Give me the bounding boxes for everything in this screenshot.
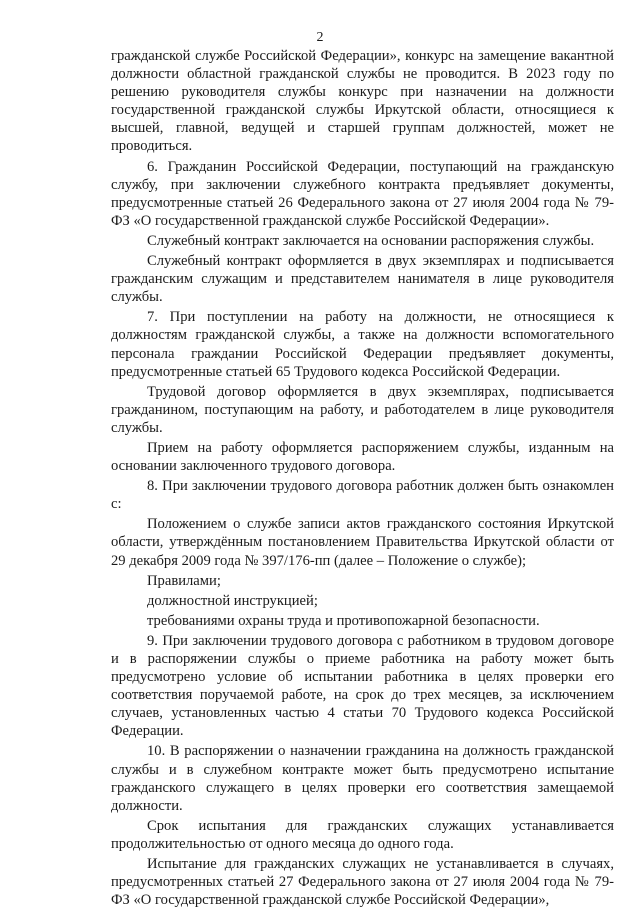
paragraph-contract-basis: Служебный контракт заключается на основании распоряжения службы. (147, 232, 595, 249)
paragraph-probation-term: Срок испытания для гражданских служащих устанавливается продолжительностью от одного месяца до одного года. (111, 817, 614, 852)
list-item-safety-requirements: требованиями охраны труда и противопожарной безопасности. (147, 612, 540, 629)
paragraph-item-9: 9. При заключении трудового договора с работником в трудовом договоре и в распоряжении службы о приеме работника на работу может быть предусмотрено условие об испытании работника в целях проверки его соответствия поручаемой работе, на срок до трех месяцев, за исключением случаев, установленных частью 4 статьи 70 Трудового кодекса Российской Федерации. (111, 632, 614, 740)
list-item-job-instruction: должностной инструкцией; (147, 592, 318, 609)
page-number: 2 (316, 30, 324, 45)
paragraph-item-8: 8. При заключении трудового договора работник должен быть ознакомлен с: (111, 478, 614, 513)
paragraph-item-7: 7. При поступлении на работу на должности, не относящиеся к должностям гражданской службы, а также на должности вспомогательного персонала граждании Российской Федерации предъявляет документы, предусмотренные статьей 65 Трудового кодекса Российской Федерации. (111, 309, 614, 380)
paragraph-continuation: гражданской службе Российской Федерации», конкурс на замещение вакантной должности областной гражданской службы не проводится. В 2023 году по решению руководителя службы конкурс при назначении на должности государственной гражданской службы Иркутской области, относящиеся к высшей, главной, ведущей и старшей группам должностей, может не проводиться. (111, 48, 614, 155)
paragraph-hiring-order: Прием на работу оформляется распоряжением службы, изданным на основании заключенного трудового договора. (111, 439, 614, 475)
paragraph-regulation: Положением о службе записи актов гражданского состояния Иркутской области, утверждённым постановлением Правительства Иркутской области от 29 декабря 2009 года № 397/176-пп (далее – Положение о службе); (111, 516, 614, 569)
list-item-rules: Правилами; (147, 572, 221, 589)
document-body (111, 47, 614, 909)
paragraph-labor-contract: Трудовой договор оформляется в двух экземплярах, подписывается гражданином, поступающим на работу, и работодателем в лице руководителя службы. (111, 383, 614, 436)
paragraph-item-6: 6. Гражданин Российской Федерации, поступающий на гражданскую службу, при заключении служебного контракта предъявляет документы, предусмотренные статьей 26 Федерального закона от 27 июля 2004 года № 79-ФЗ «О государственной гражданской службе Российской Федерации». (111, 158, 614, 229)
paragraph-item-10: 10. В распоряжении о назначении гражданина на должность гражданской службы и в служебном контракте может быть предусмотрено испытание гражданского служащего в целях проверки его соответствия замещаемой должности. (111, 743, 614, 814)
paragraph-probation-exceptions: Испытание для гражданских служащих не устанавливается в случаях, предусмотренных статьей 27 Федерального закона от 27 июля 2004 года № 79-ФЗ «О государственной гражданской службе Российской Федерации», (111, 856, 614, 909)
paragraph-contract-copies: Служебный контракт оформляется в двух экземплярах и подписывается гражданским служащим и представителем нанимателя в лице руководителя службы. (111, 253, 614, 306)
